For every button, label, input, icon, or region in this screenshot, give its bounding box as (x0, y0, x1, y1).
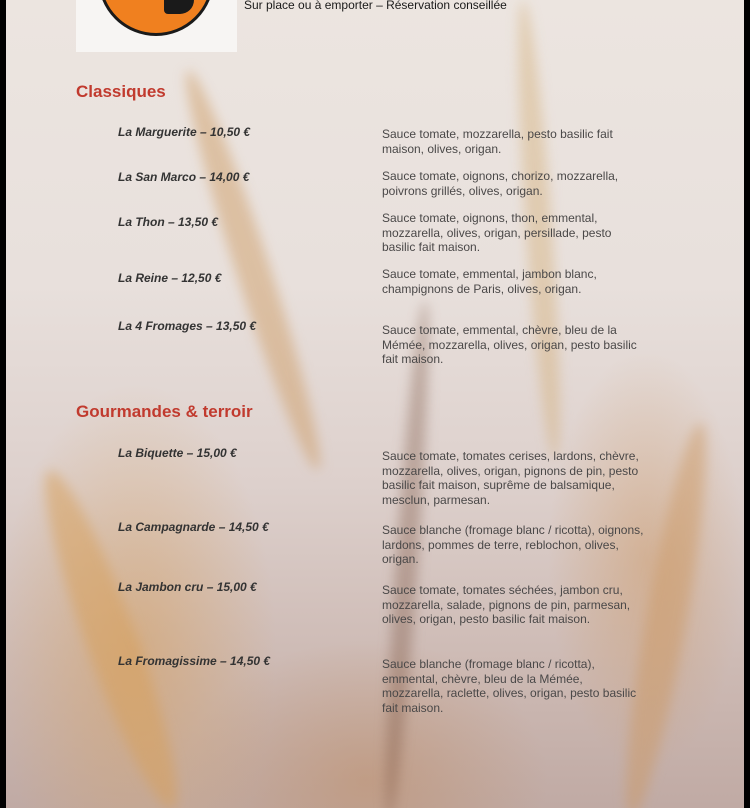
menu-item-description: Sauce tomate, tomates cerises, lardons, chèvre, mozzarella, olives, origan, pignons de pin, pesto basilic fait maison, suprême de balsamique, mesclun, parmesan. (382, 449, 639, 507)
menu-item-name: La Reine – 12,50 € (118, 271, 222, 285)
menu-item-name: La Biquette – 15,00 € (118, 446, 237, 460)
menu-item-description: Sauce tomate, mozzarella, pesto basilic fait maison, olives, origan. (382, 127, 613, 156)
menu-item-name: La Jambon cru – 15,00 € (118, 580, 257, 594)
restaurant-logo (76, 0, 237, 52)
menu-item-description: Sauce blanche (fromage blanc / ricotta), emmental, chèvre, bleu de la Mémée, mozzarella, raclette, olives, origan, pesto basilic fait maison. (382, 657, 637, 715)
menu-item-name: La Fromagissime – 14,50 € (118, 654, 271, 668)
menu-item-description: Sauce tomate, emmental, chèvre, bleu de la Mémée, mozzarella, olives, origan, pesto basilic fait maison. (382, 323, 637, 366)
menu-item-description: Sauce tomate, tomates séchées, jambon cru, mozzarella, salade, pignons de pin, parmesan, olives, origan, pesto basilic fait maison. (382, 583, 631, 626)
menu-item-description: Sauce tomate, emmental, jambon blanc, champignons de Paris, olives, origan. (382, 267, 597, 296)
section-title-gourmandes: Gourmandes & terroir (76, 402, 253, 421)
menu-item-name: La Marguerite – 10,50 € (118, 125, 251, 139)
menu-item-name: La Thon – 13,50 € (118, 215, 219, 229)
section-title-classiques: Classiques (76, 82, 166, 101)
wheat-stalk-decoration (26, 462, 196, 808)
menu-item-name: La 4 Fromages – 13,50 € (118, 319, 257, 333)
menu-item-name: La San Marco – 14,00 € (118, 170, 250, 184)
menu-item-description: Sauce tomate, oignons, thon, emmental, mozzarella, olives, origan, persillade, pesto basilic fait maison. (382, 211, 612, 254)
logo-disc (98, 0, 214, 36)
menu-item-name: La Campagnarde – 14,50 € (118, 520, 269, 534)
menu-item-description: Sauce blanche (fromage blanc / ricotta), oignons, lardons, pommes de terre, reblochon, olives, origan. (382, 523, 644, 566)
menu-page (6, 0, 744, 808)
menu-item-description: Sauce tomate, oignons, chorizo, mozzarella, poivrons grillés, olives, origan. (382, 169, 619, 198)
tagline: Sur place ou à emporter – Réservation conseillée (244, 0, 507, 12)
